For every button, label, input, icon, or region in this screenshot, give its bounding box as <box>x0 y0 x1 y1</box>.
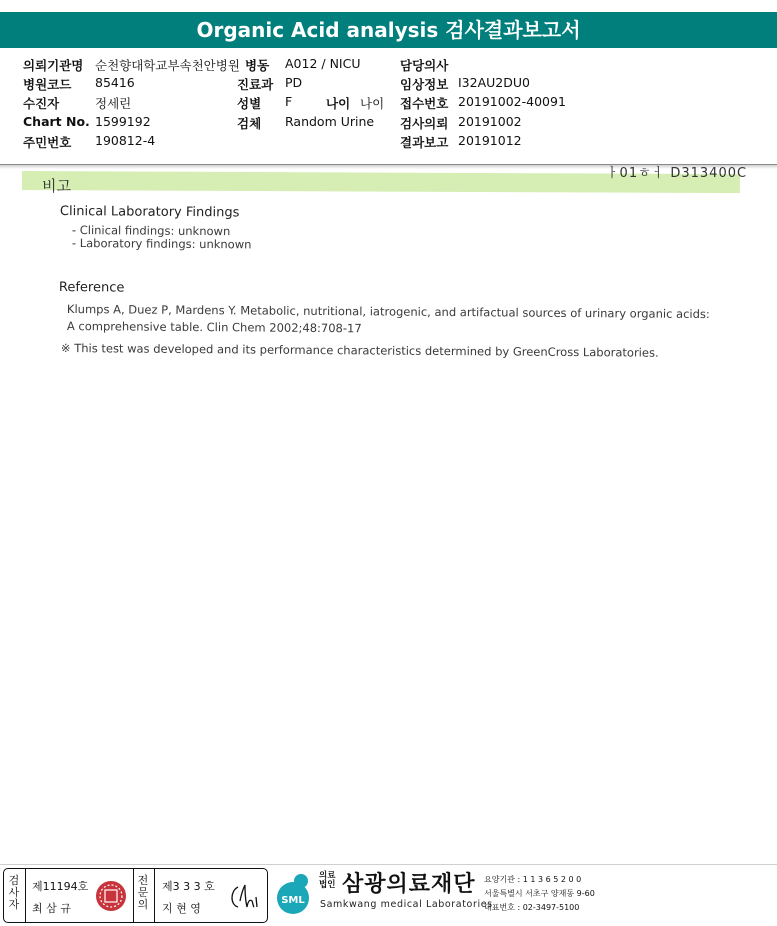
examiner-seal-icon <box>94 879 128 913</box>
supervisor-name: 지 현 영 <box>162 902 201 915</box>
scanned-report-body <box>0 166 777 866</box>
specimen-label: 검체 <box>237 116 262 131</box>
department-label: 진료과 <box>237 77 274 92</box>
footer-divider <box>0 864 777 865</box>
reference-line-2: A comprehensive table. Clin Chem 2002;48:708-17 <box>66 319 362 336</box>
hospital-code-label: 병원코드 <box>23 77 72 92</box>
age-value: 나이 <box>360 96 385 111</box>
clinical-info-label: 임상정보 <box>400 77 449 92</box>
test-request-value: 20191002 <box>458 114 522 129</box>
clinical-info-value: I32AU2DU0 <box>458 75 530 90</box>
hospital-code-value: 85416 <box>95 75 135 90</box>
logo-text: SML <box>281 895 305 906</box>
supervisor-label: 전문의 <box>137 874 149 911</box>
examiner-label: 검사자 <box>8 874 20 911</box>
signature-box <box>3 868 268 923</box>
requesting-org-value: 순천향대학교부속천안병원 <box>95 58 240 73</box>
address: 서울특별시 서초구 양재동 9-60 <box>484 889 595 898</box>
org-name: 삼광의료재단 <box>342 872 476 897</box>
result-report-label: 결과보고 <box>400 135 449 150</box>
disclaimer-note: ※ This test was developed and its performance characteristics determined by GreenCross Laboratories. <box>60 341 659 360</box>
sex-label: 성별 <box>237 96 262 111</box>
patient-info-panel <box>0 48 777 166</box>
reference-line-1: Klumps A, Duez P, Mardens Y. Metabolic, nutritional, iatrogenic, and artifactual sources of urinary organic acids: <box>66 302 710 322</box>
test-request-label: 검사의뢰 <box>400 116 449 131</box>
result-report-value: 20191012 <box>458 133 522 148</box>
ward-label: 병동 <box>245 58 270 73</box>
org-prefix-line2: 법인 <box>319 880 336 890</box>
age-label: 나이 <box>326 96 351 111</box>
examiner-name: 최 삼 규 <box>32 902 71 915</box>
remarks-label: 비고 <box>42 177 71 195</box>
receipt-no-value: 20191002-40091 <box>458 94 566 109</box>
examinee-label: 수진자 <box>23 96 60 111</box>
org-prefix <box>319 872 335 890</box>
cutoff-header-text: ㅏ01ㅎㅓ D313400C <box>606 166 748 181</box>
doctor-label: 담당의사 <box>400 58 449 73</box>
supervisor-license: 제3 3 3 호 <box>162 880 215 893</box>
specimen-value: Random Urine <box>285 114 375 129</box>
org-prefix-line1: 의료 <box>319 871 336 881</box>
org-english-name: Samkwang medical Laboratories <box>320 899 493 910</box>
report-title: Organic Acid analysis 검사결과보고서 <box>0 12 777 48</box>
resident-no-value: 190812-4 <box>95 133 156 148</box>
examiner-license: 제11194호 <box>32 880 89 893</box>
reference-title: Reference <box>58 280 125 296</box>
ward-value: A012 / NICU <box>285 56 361 71</box>
chart-no-value: 1599192 <box>95 114 151 129</box>
clinical-findings-title: Clinical Laboratory Findings <box>59 204 240 221</box>
phone-number: 대표번호 : 02-3497-5100 <box>484 903 580 912</box>
examinee-value: 정세린 <box>95 96 132 111</box>
institution-code: 요양기관 : 1 1 3 6 5 2 0 0 <box>484 875 582 884</box>
laboratory-findings-line: - Laboratory findings: unknown <box>71 236 252 252</box>
clinical-findings-line: - Clinical findings: unknown <box>71 223 231 239</box>
supervisor-signature-icon <box>226 877 262 913</box>
sml-logo-icon <box>270 870 316 916</box>
resident-no-label: 주민번호 <box>23 135 72 150</box>
requesting-org-label: 의뢰기관명 <box>23 58 84 73</box>
chart-no-label: Chart No. <box>23 114 90 129</box>
receipt-no-label: 접수번호 <box>400 96 449 111</box>
department-value: PD <box>285 75 303 90</box>
sex-value: F <box>285 94 293 109</box>
